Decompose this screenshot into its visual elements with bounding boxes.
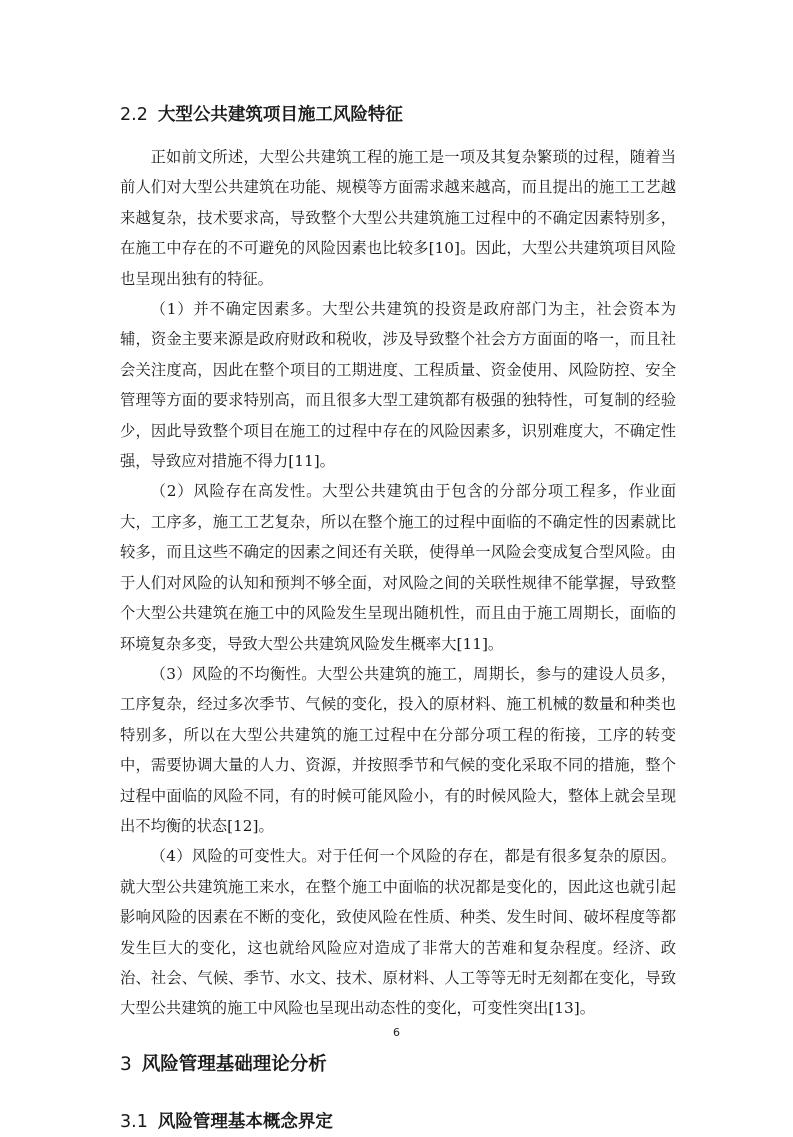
chapter-title: 风险管理基础理论分析 xyxy=(141,1053,327,1075)
paragraph-intro: 正如前文所述，大型公共建筑工程的施工是一项及其复杂繁琐的过程，随着当前人们对大型公共建筑在功能、规模等方面需求越来越高，而且提出的施工工艺越来越复杂，技术要求高，导致整个大型公共建筑施工过程中的不确定因素特别多，在施工中存在的不可避免的风险因素也比较多[10]。因此，大型公共建筑项目风险也呈现出独有的特征。 xyxy=(120,148,676,288)
section-number: 3.1 xyxy=(120,1111,148,1132)
chapter-heading-3 xyxy=(120,1049,676,1081)
section-title: 大型公共建筑项目施工风险特征 xyxy=(157,105,403,125)
paragraph-item-2: （2）风险存在高发性。大型公共建筑由于包含的分部分项工程多，作业面大，工序多，施工工艺复杂，所以在整个施工的过程中面临的不确定性的因素就比较多，而且这些不确定的因素之间还有关联，使得单一风险会变成复合型风险。由于人们对风险的认知和预判不够全面，对风险之间的关联性规律不能掌握，导致整个大型公共建筑在施工中的风险发生呈现出随机性，而且由于施工周期长，面临的环境复杂多变，导致大型公共建筑风险发生概率大[11]。 xyxy=(120,482,676,653)
section-number: 2.2 xyxy=(120,105,148,125)
section-heading-2-2 xyxy=(120,100,676,130)
paragraph-item-4: （4）风险的可变性大。对于任何一个风险的存在，都是有很多复杂的原因。就大型公共建筑施工来水，在整个施工中面临的状况都是变化的，因此这也就引起影响风险的因素在不断的变化，致使风险在性质、种类、发生时间、破坏程度等都发生巨大的变化，这也就给风险应对造成了非常大的苦难和复杂程度。经济、政治、社会、气候、季节、水文、技术、原材料、人工等等无时无刻都在变化，导致大型公共建筑的施工中风险也呈现出动态性的变化，可变性突出[13]。 xyxy=(120,847,676,1018)
paragraph-item-1: （1）并不确定因素多。大型公共建筑的投资是政府部门为主，社会资本为辅，资金主要来源是政府财政和税收，涉及导致整个社会方方面面的咯一，而且社会关注度高，因此在整个项目的工期进度、工程质量、资金使用、风险防控、安全管理等方面的要求特别高，而且很多大型工建筑都有极强的独特性，可复制的经验少，因此导致整个项目在施工的过程中存在的风险因素多，识别难度大，不确定性强，导致应对措施不得力[11]。 xyxy=(120,300,676,471)
chapter-number: 3 xyxy=(120,1053,132,1075)
section-title: 风险管理基本概念界定 xyxy=(157,1111,333,1132)
paragraph-item-3: （3）风险的不均衡性。大型公共建筑的施工，周期长，参与的建设人员多，工序复杂，经过多次季节、气候的变化，投入的原材料、施工机械的数量和种类也特别多，所以在大型公共建筑的施工过程中在分部分项工程的衔接，工序的转变中，需要协调大量的人力、资源，并按照季节和气候的变化采取不同的措施，整个过程中面临的风险不同，有的时候可能风险小，有的时候风险大，整体上就会呈现出不均衡的状态[12]。 xyxy=(120,664,676,835)
page-number: 6 xyxy=(393,1026,400,1039)
page-content xyxy=(120,100,676,1137)
